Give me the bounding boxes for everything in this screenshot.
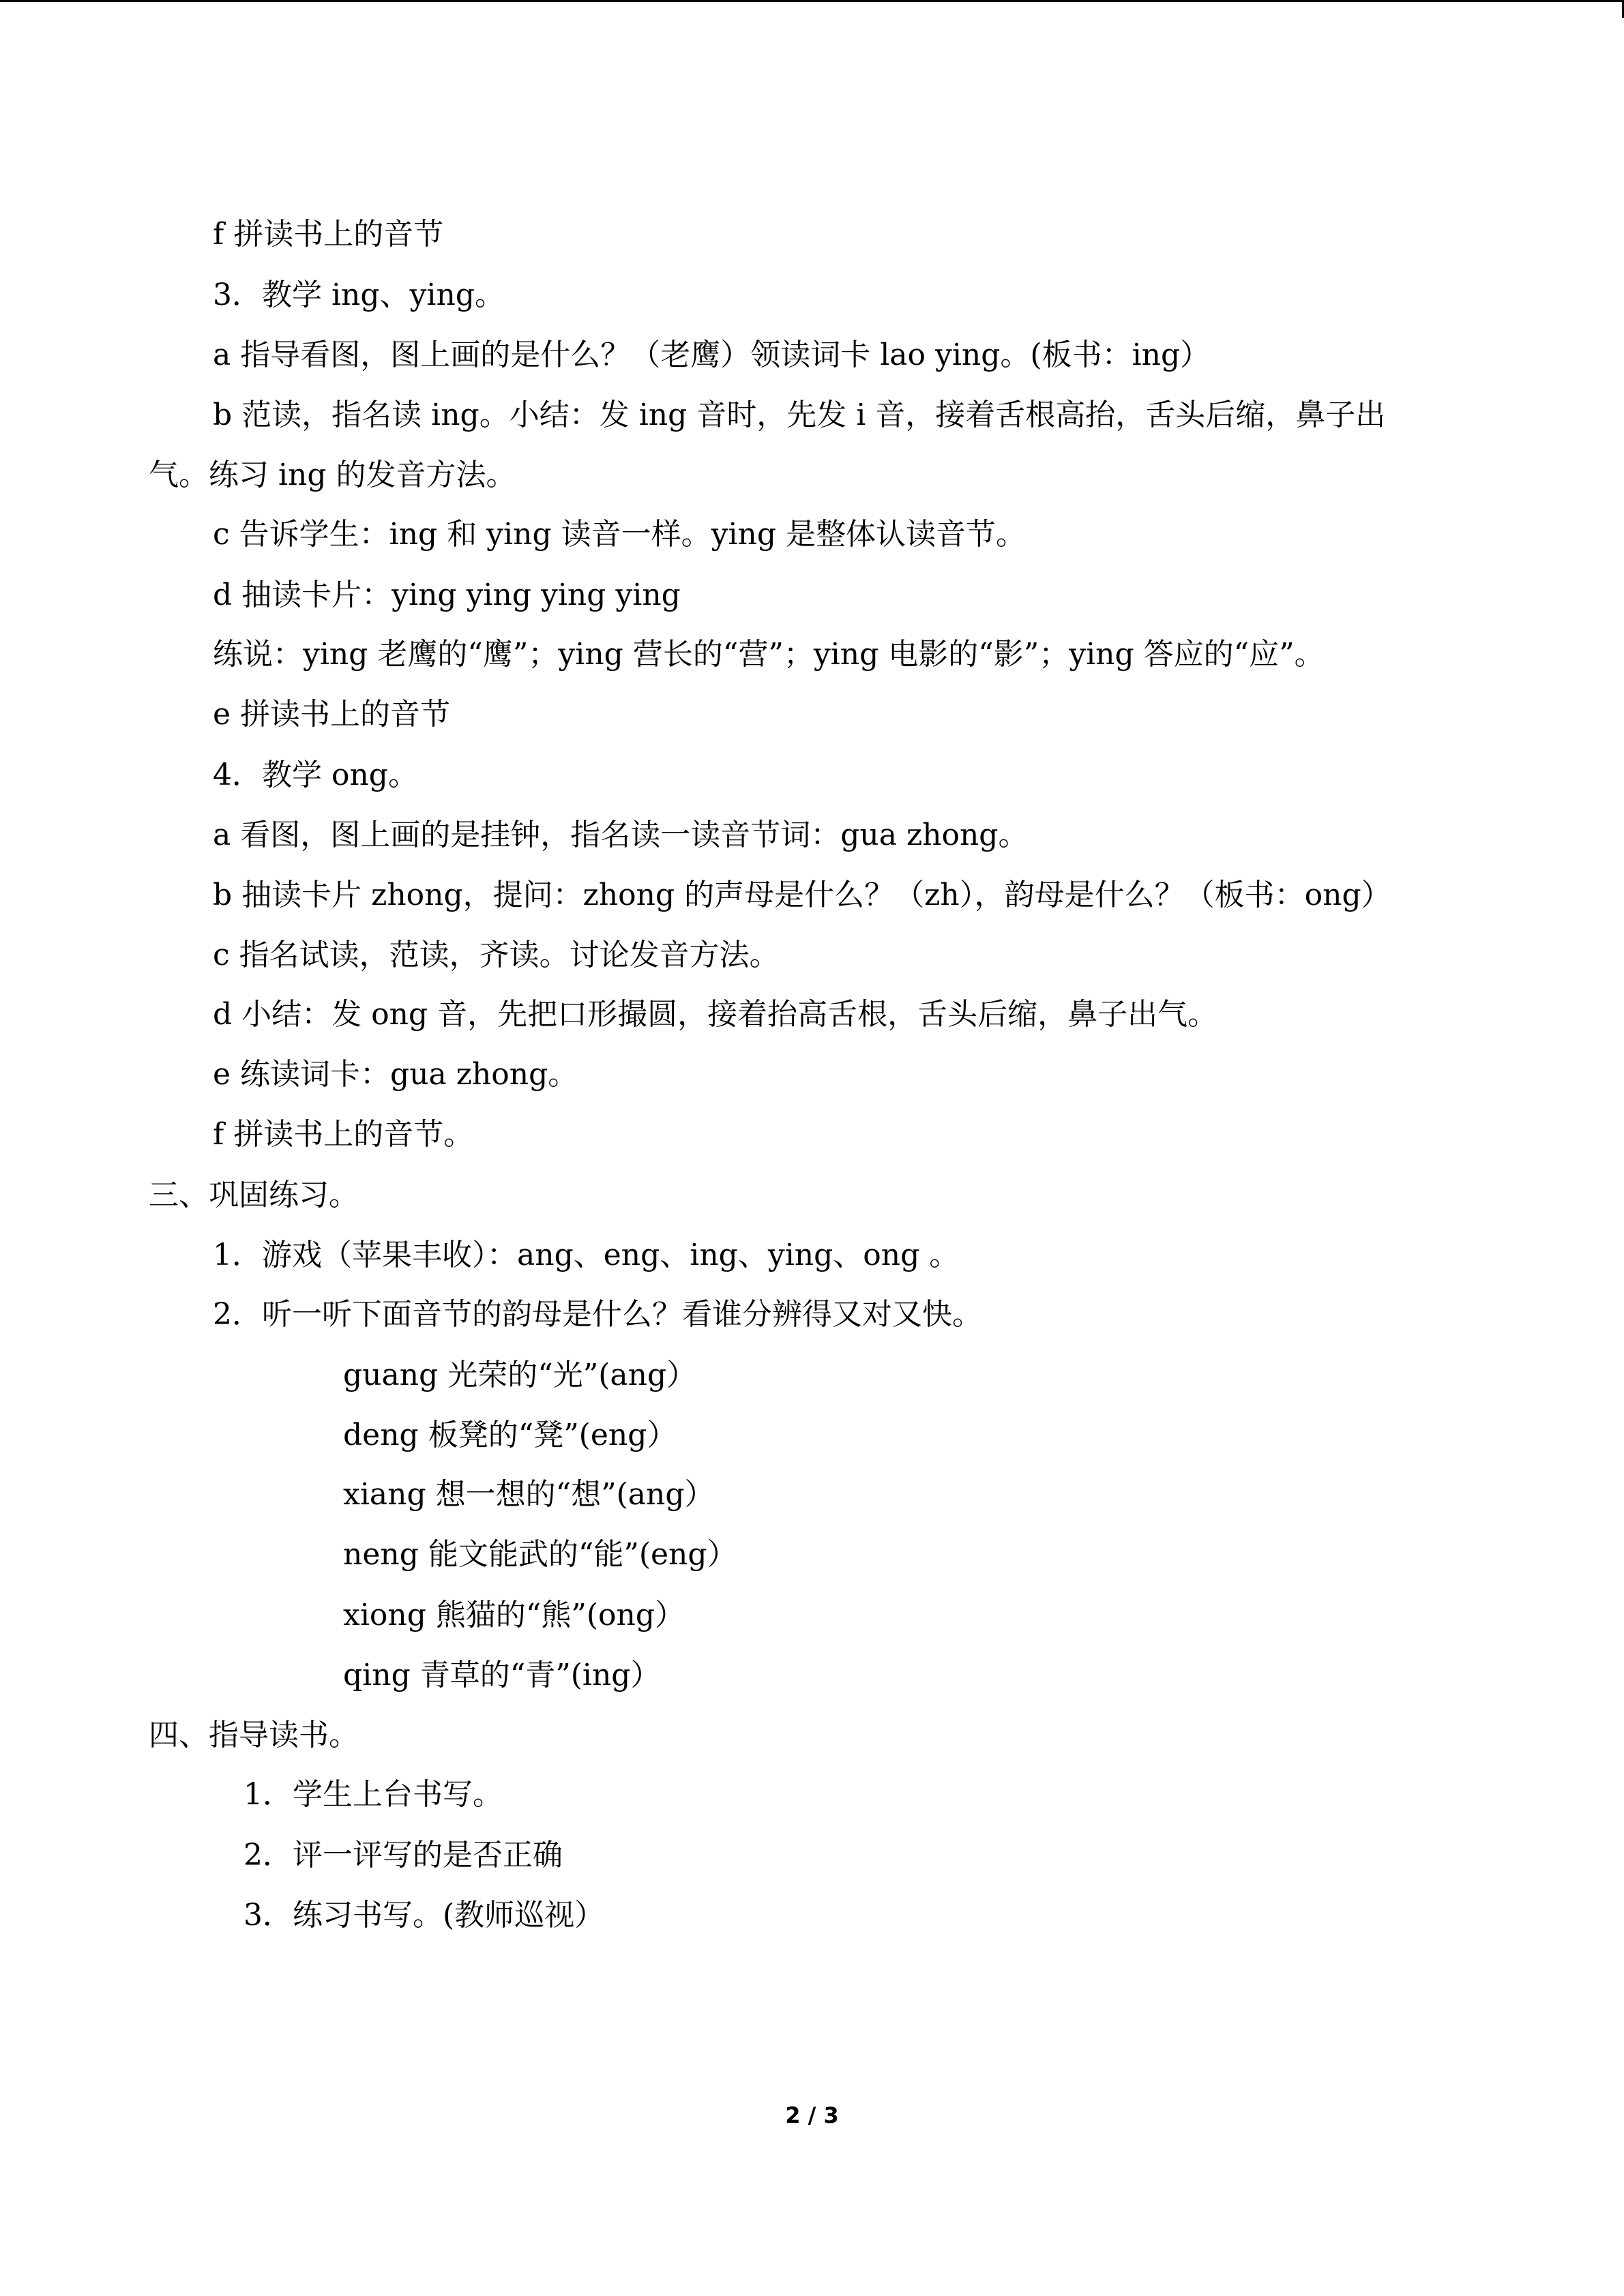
text-line: d 抽读卡片：ying ying ying ying bbox=[213, 578, 681, 612]
list-item: xiong 熊猫的“熊”(ong） bbox=[343, 1598, 685, 1632]
text-line: 气。练习 ing 的发音方法。 bbox=[149, 458, 516, 492]
text-line: b 抽读卡片 zhong，提问：zhong 的声母是什么？（zh），韵母是什么？（板书：ong） bbox=[213, 878, 1391, 912]
text-line: a 看图，图上画的是挂钟，指名读一读音节词：gua zhong。 bbox=[213, 818, 1029, 852]
text-line: b 范读，指名读 ing。小结：发 ing 音时，先发 i 音，接着舌根高抬，舌头后缩，鼻子出 bbox=[213, 398, 1386, 432]
section-heading: 三、巩固练习。 bbox=[149, 1178, 359, 1212]
text-line: 2．听一听下面音节的韵母是什么？看谁分辨得又对又快。 bbox=[213, 1297, 982, 1332]
top-border bbox=[0, 0, 1624, 2]
text-line: f 拼读书上的音节 bbox=[213, 217, 444, 252]
text-line: 4．教学 ong。 bbox=[213, 758, 418, 792]
text-line: 2．评一评写的是否正确 bbox=[243, 1838, 563, 1873]
list-item: guang 光荣的“光”(ang） bbox=[343, 1358, 697, 1392]
text-line: 3．练习书写。(教师巡视） bbox=[243, 1898, 605, 1933]
page-number: 2 / 3 bbox=[785, 2102, 839, 2128]
text-line: e 拼读书上的音节 bbox=[213, 697, 451, 732]
text-line: 1．游戏（苹果丰收）：ang、eng、ing、ying、ong 。 bbox=[213, 1238, 960, 1272]
text-line: 练说：ying 老鹰的“鹰”；ying 营长的“营”；ying 电影的“影”；ying 答应的“应”。 bbox=[213, 637, 1325, 672]
text-line: e 练读词卡：gua zhong。 bbox=[213, 1057, 578, 1092]
list-item: neng 能文能武的“能”(eng） bbox=[343, 1537, 737, 1572]
list-item: xiang 想一想的“想”(ang） bbox=[343, 1477, 715, 1512]
text-line: a 指导看图，图上画的是什么？（老鹰）领读词卡 lao ying。(板书：ing） bbox=[213, 338, 1211, 372]
section-heading: 四、指导读书。 bbox=[149, 1718, 359, 1753]
list-item: deng 板凳的“凳”(eng） bbox=[343, 1418, 677, 1452]
list-item: qing 青草的“青”(ing） bbox=[343, 1658, 661, 1693]
text-line: d 小结：发 ong 音，先把口形撮圆，接着抬高舌根，舌头后缩，鼻子出气。 bbox=[213, 997, 1218, 1032]
text-line: 3．教学 ing、ying。 bbox=[213, 278, 505, 312]
text-line: c 指名试读，范读，齐读。讨论发音方法。 bbox=[213, 938, 780, 972]
text-line: c 告诉学生：ing 和 ying 读音一样。ying 是整体认读音节。 bbox=[213, 517, 1027, 552]
text-line: 1．学生上台书写。 bbox=[243, 1777, 503, 1812]
text-line: f 拼读书上的音节。 bbox=[213, 1117, 474, 1152]
